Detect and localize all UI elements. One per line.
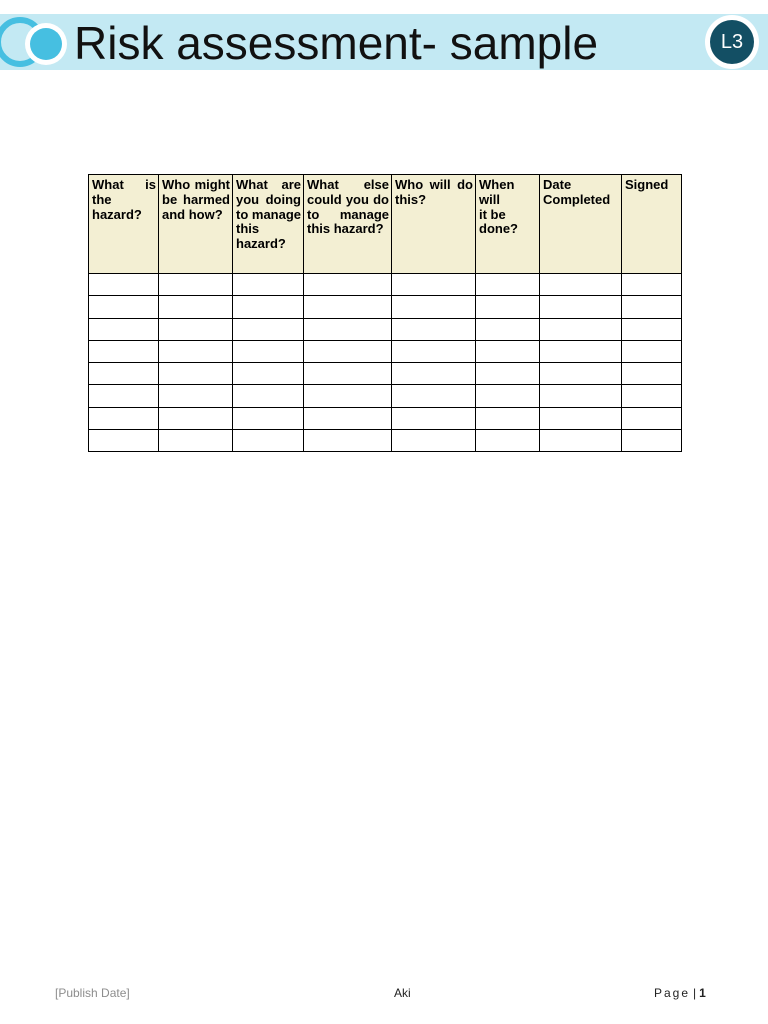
table-cell[interactable] xyxy=(233,296,304,318)
table-cell[interactable] xyxy=(304,407,392,429)
table-cell[interactable] xyxy=(622,340,682,362)
table-cell[interactable] xyxy=(476,318,540,340)
table-cell[interactable] xyxy=(89,296,159,318)
column-header: Signed xyxy=(622,175,682,274)
table-cell[interactable] xyxy=(392,430,476,452)
table-row xyxy=(89,318,682,340)
table-cell[interactable] xyxy=(392,296,476,318)
table-cell[interactable] xyxy=(304,318,392,340)
table-cell[interactable] xyxy=(540,407,622,429)
table-cell[interactable] xyxy=(476,385,540,407)
table-cell[interactable] xyxy=(622,430,682,452)
table-cell[interactable] xyxy=(622,363,682,385)
table-cell[interactable] xyxy=(159,385,233,407)
footer-author: Aki xyxy=(394,986,411,1000)
table-cell[interactable] xyxy=(159,318,233,340)
table-row xyxy=(89,385,682,407)
page-separator: | xyxy=(693,986,697,1000)
table-cell[interactable] xyxy=(89,318,159,340)
table-row xyxy=(89,430,682,452)
table-cell[interactable] xyxy=(392,318,476,340)
table-row xyxy=(89,296,682,318)
table-cell[interactable] xyxy=(540,296,622,318)
table-cell[interactable] xyxy=(233,430,304,452)
table-cell[interactable] xyxy=(89,385,159,407)
table-cell[interactable] xyxy=(159,340,233,362)
table-row xyxy=(89,340,682,362)
table-cell[interactable] xyxy=(392,340,476,362)
table-cell[interactable] xyxy=(159,274,233,296)
risk-assessment-table xyxy=(88,174,682,452)
table-cell[interactable] xyxy=(476,274,540,296)
column-header: Who might be harmed and how? xyxy=(159,175,233,274)
table-cell[interactable] xyxy=(159,363,233,385)
table-cell[interactable] xyxy=(159,407,233,429)
column-header: What else could you do to manage this hazard? xyxy=(304,175,392,274)
table-cell[interactable] xyxy=(233,385,304,407)
table-cell[interactable] xyxy=(233,318,304,340)
table-cell[interactable] xyxy=(304,296,392,318)
table-cell[interactable] xyxy=(476,363,540,385)
table-cell[interactable] xyxy=(89,340,159,362)
table-cell[interactable] xyxy=(89,363,159,385)
table-cell[interactable] xyxy=(304,363,392,385)
table-cell[interactable] xyxy=(540,363,622,385)
table-row xyxy=(89,363,682,385)
logo-circles-icon xyxy=(0,14,72,72)
table-cell[interactable] xyxy=(476,407,540,429)
table-cell[interactable] xyxy=(89,274,159,296)
page-number: 1 xyxy=(699,986,706,1000)
page-title: Risk assessment- sample xyxy=(74,17,599,69)
table-cell[interactable] xyxy=(622,318,682,340)
table-cell[interactable] xyxy=(540,274,622,296)
table-cell[interactable] xyxy=(89,407,159,429)
table-cell[interactable] xyxy=(233,340,304,362)
table-cell[interactable] xyxy=(233,407,304,429)
column-header: Who will do this? xyxy=(392,175,476,274)
table-cell[interactable] xyxy=(159,296,233,318)
column-header: What are you doing to manage this hazard? xyxy=(233,175,304,274)
table-cell[interactable] xyxy=(622,296,682,318)
column-header: When will it be done? xyxy=(476,175,540,274)
footer-page-number xyxy=(654,986,706,1000)
page-label: Page xyxy=(654,986,691,1000)
table-cell[interactable] xyxy=(476,296,540,318)
level-badge-label: L3 xyxy=(710,20,754,64)
table-cell[interactable] xyxy=(540,385,622,407)
table-cell[interactable] xyxy=(540,340,622,362)
table-cell[interactable] xyxy=(392,363,476,385)
table-row xyxy=(89,407,682,429)
table-cell[interactable] xyxy=(622,407,682,429)
table-cell[interactable] xyxy=(159,430,233,452)
footer-publish-date: [Publish Date] xyxy=(55,986,130,1000)
column-header: Date Completed xyxy=(540,175,622,274)
table-cell[interactable] xyxy=(392,274,476,296)
table-cell[interactable] xyxy=(476,430,540,452)
table-cell[interactable] xyxy=(622,385,682,407)
table-row xyxy=(89,274,682,296)
table-cell[interactable] xyxy=(540,318,622,340)
table-cell[interactable] xyxy=(476,340,540,362)
table-cell[interactable] xyxy=(304,340,392,362)
table-cell[interactable] xyxy=(233,274,304,296)
column-header: What is the hazard? xyxy=(89,175,159,274)
table-cell[interactable] xyxy=(89,430,159,452)
table-cell[interactable] xyxy=(304,430,392,452)
table-cell[interactable] xyxy=(392,385,476,407)
table-cell[interactable] xyxy=(233,363,304,385)
table-cell[interactable] xyxy=(392,407,476,429)
level-badge xyxy=(705,15,759,69)
table-body xyxy=(89,274,682,452)
table-cell[interactable] xyxy=(304,274,392,296)
table-header-row xyxy=(89,175,682,274)
table-cell[interactable] xyxy=(540,430,622,452)
table-cell[interactable] xyxy=(304,385,392,407)
table-cell[interactable] xyxy=(622,274,682,296)
